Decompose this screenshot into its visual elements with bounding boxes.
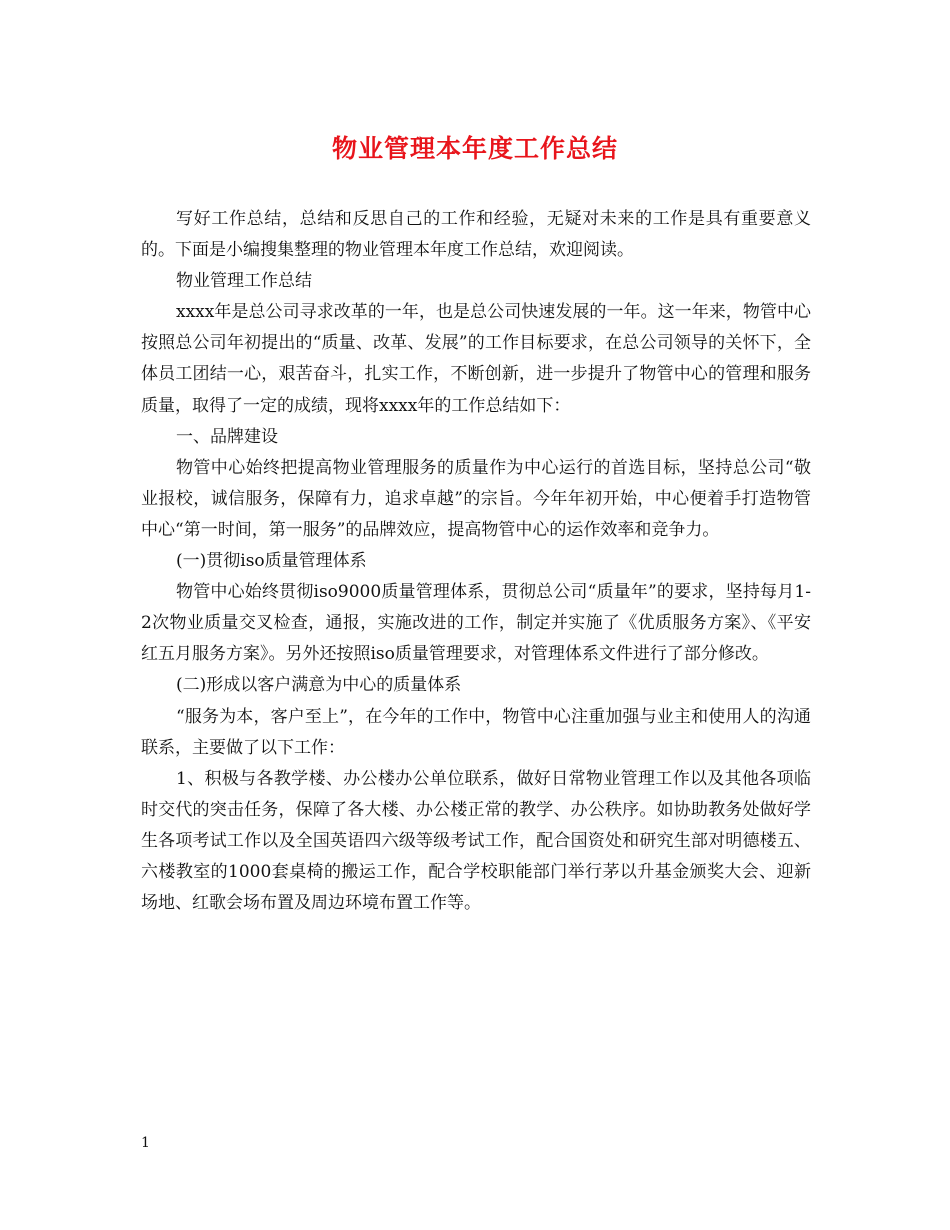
page-number: 1 [141, 1135, 150, 1151]
paragraph-iso: 物管中心始终贯彻iso9000质量管理体系，贯彻总公司“质量年”的要求，坚持每月1-2次物业质量交叉检查，通报，实施改进的工作，制定并实施了《优质服务方案》、《平安红五月服务方案》。另外还按照iso质量管理要求，对管理体系文件进行了部分修改。 [141, 582, 811, 665]
paragraph-subtitle: 物业管理工作总结 [176, 271, 312, 292]
subsection-heading-iso: (一)贯彻iso质量管理体系 [176, 551, 367, 572]
paragraph-brand: 物管中心始终把提高物业管理服务的质量作为中心运行的首选目标，坚持总公司“敬业报校，诚信服务，保障有力，追求卓越”的宗旨。今年年初开始，中心便着手打造物管中心“第一时间，第一服务”的品牌效应，提高物管中心的运作效率和竞争力。 [141, 457, 811, 540]
section-heading-brand: 一、品牌建设 [176, 426, 278, 447]
document-body [141, 204, 811, 919]
subsection-heading-customer: (二)形成以客户满意为中心的质量体系 [176, 675, 462, 696]
paragraph-intro: 写好工作总结，总结和反思自己的工作和经验，无疑对未来的工作是具有重要意义的。下面是小编搜集整理的物业管理本年度工作总结，欢迎阅读。 [141, 209, 811, 261]
document-title: 物业管理本年度工作总结 [331, 134, 618, 163]
paragraph-customer: “服务为本，客户至上”，在今年的工作中，物管中心注重加强与业主和使用人的沟通联系，主要做了以下工作： [141, 706, 811, 758]
paragraph-overview: xxxx年是总公司寻求改革的一年，也是总公司快速发展的一年。这一年来，物管中心按照总公司年初提出的“质量、改革、发展”的工作目标要求，在总公司领导的关怀下，全体员工团结一心，艰苦奋斗，扎实工作，不断创新，进一步提升了物管中心的管理和服务质量，取得了一定的成绩，现将xxxx年的工作总结如下： [141, 302, 811, 416]
paragraph-item-1: 1、积极与各教学楼、办公楼办公单位联系，做好日常物业管理工作以及其他各项临时交代的突击任务，保障了各大楼、办公楼正常的教学、办公秩序。如协助教务处做好学生各项考试工作以及全国英语四六级等级考试工作，配合国资处和研究生部对明德楼五、六楼教室的1000套桌椅的搬运工作，配合学校职能部门举行茅以升基金颁奖大会、迎新场地、红歌会场布置及周边环境布置工作等。 [141, 768, 811, 914]
